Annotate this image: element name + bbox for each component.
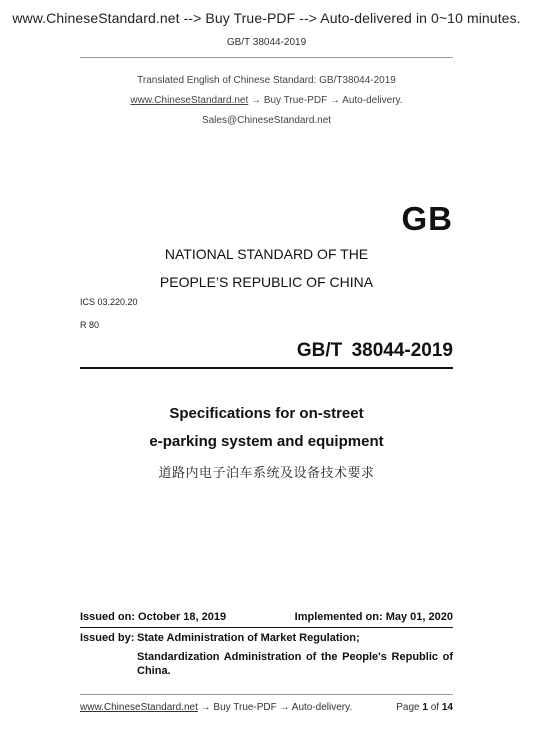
- issuer-2: Standardization Administration of the People's Republic of: [137, 651, 453, 663]
- top-banner: www.ChineseStandard.net --> Buy True-PDF --> Auto-delivered in 0~10 minutes.: [12, 10, 521, 26]
- header-standard-code: GB/T 38044-2019: [226, 37, 307, 48]
- site-link[interactable]: www.ChineseStandard.net: [130, 95, 249, 106]
- footer-site-link[interactable]: www.ChineseStandard.net: [80, 702, 198, 713]
- footer-promo: [80, 702, 352, 713]
- ccs-code: R 80: [80, 320, 100, 330]
- issuer-2-continued: China.: [137, 665, 171, 677]
- gb-logo: GB: [401, 200, 453, 237]
- title-divider: [80, 367, 453, 369]
- ics-code: ICS 03.220.20: [80, 297, 138, 307]
- title-line-2: e-parking system and equipment: [149, 433, 384, 450]
- page-of: of: [430, 702, 440, 713]
- issued-by-label: Issued by:: [80, 632, 135, 644]
- footer-divider: [80, 694, 453, 695]
- chinese-title: 道路内电子泊车系统及设备技术要求: [158, 466, 375, 481]
- header-divider: [80, 57, 453, 58]
- promo-text: → Buy True-PDF → Auto-delivery.: [248, 95, 403, 106]
- promo-line: [0, 95, 533, 106]
- national-standard-line-1: NATIONAL STANDARD OF THE: [164, 246, 369, 262]
- page-total: 14: [441, 702, 453, 713]
- standard-number: GB/T 38044-2019: [296, 340, 453, 361]
- sales-email[interactable]: Sales@ChineseStandard.net: [201, 115, 332, 126]
- page-current: 1: [422, 702, 428, 713]
- national-standard-line-2: PEOPLE’S REPUBLIC OF CHINA: [159, 274, 374, 290]
- issuer-1: State Administration of Market Regulation;: [137, 632, 360, 644]
- footer-promo-text: → Buy True-PDF → Auto-delivery.: [197, 702, 353, 713]
- page-label: Page: [396, 702, 420, 713]
- title-line-1: Specifications for on-street: [169, 405, 364, 422]
- dates-divider: [80, 627, 453, 628]
- issued-on-date: Issued on: October 18, 2019: [80, 611, 227, 623]
- implemented-on-date: Implemented on: May 01, 2020: [294, 611, 453, 623]
- page-indicator: [396, 702, 453, 713]
- translation-notice: Translated English of Chinese Standard: GB/T38044-2019: [137, 75, 396, 86]
